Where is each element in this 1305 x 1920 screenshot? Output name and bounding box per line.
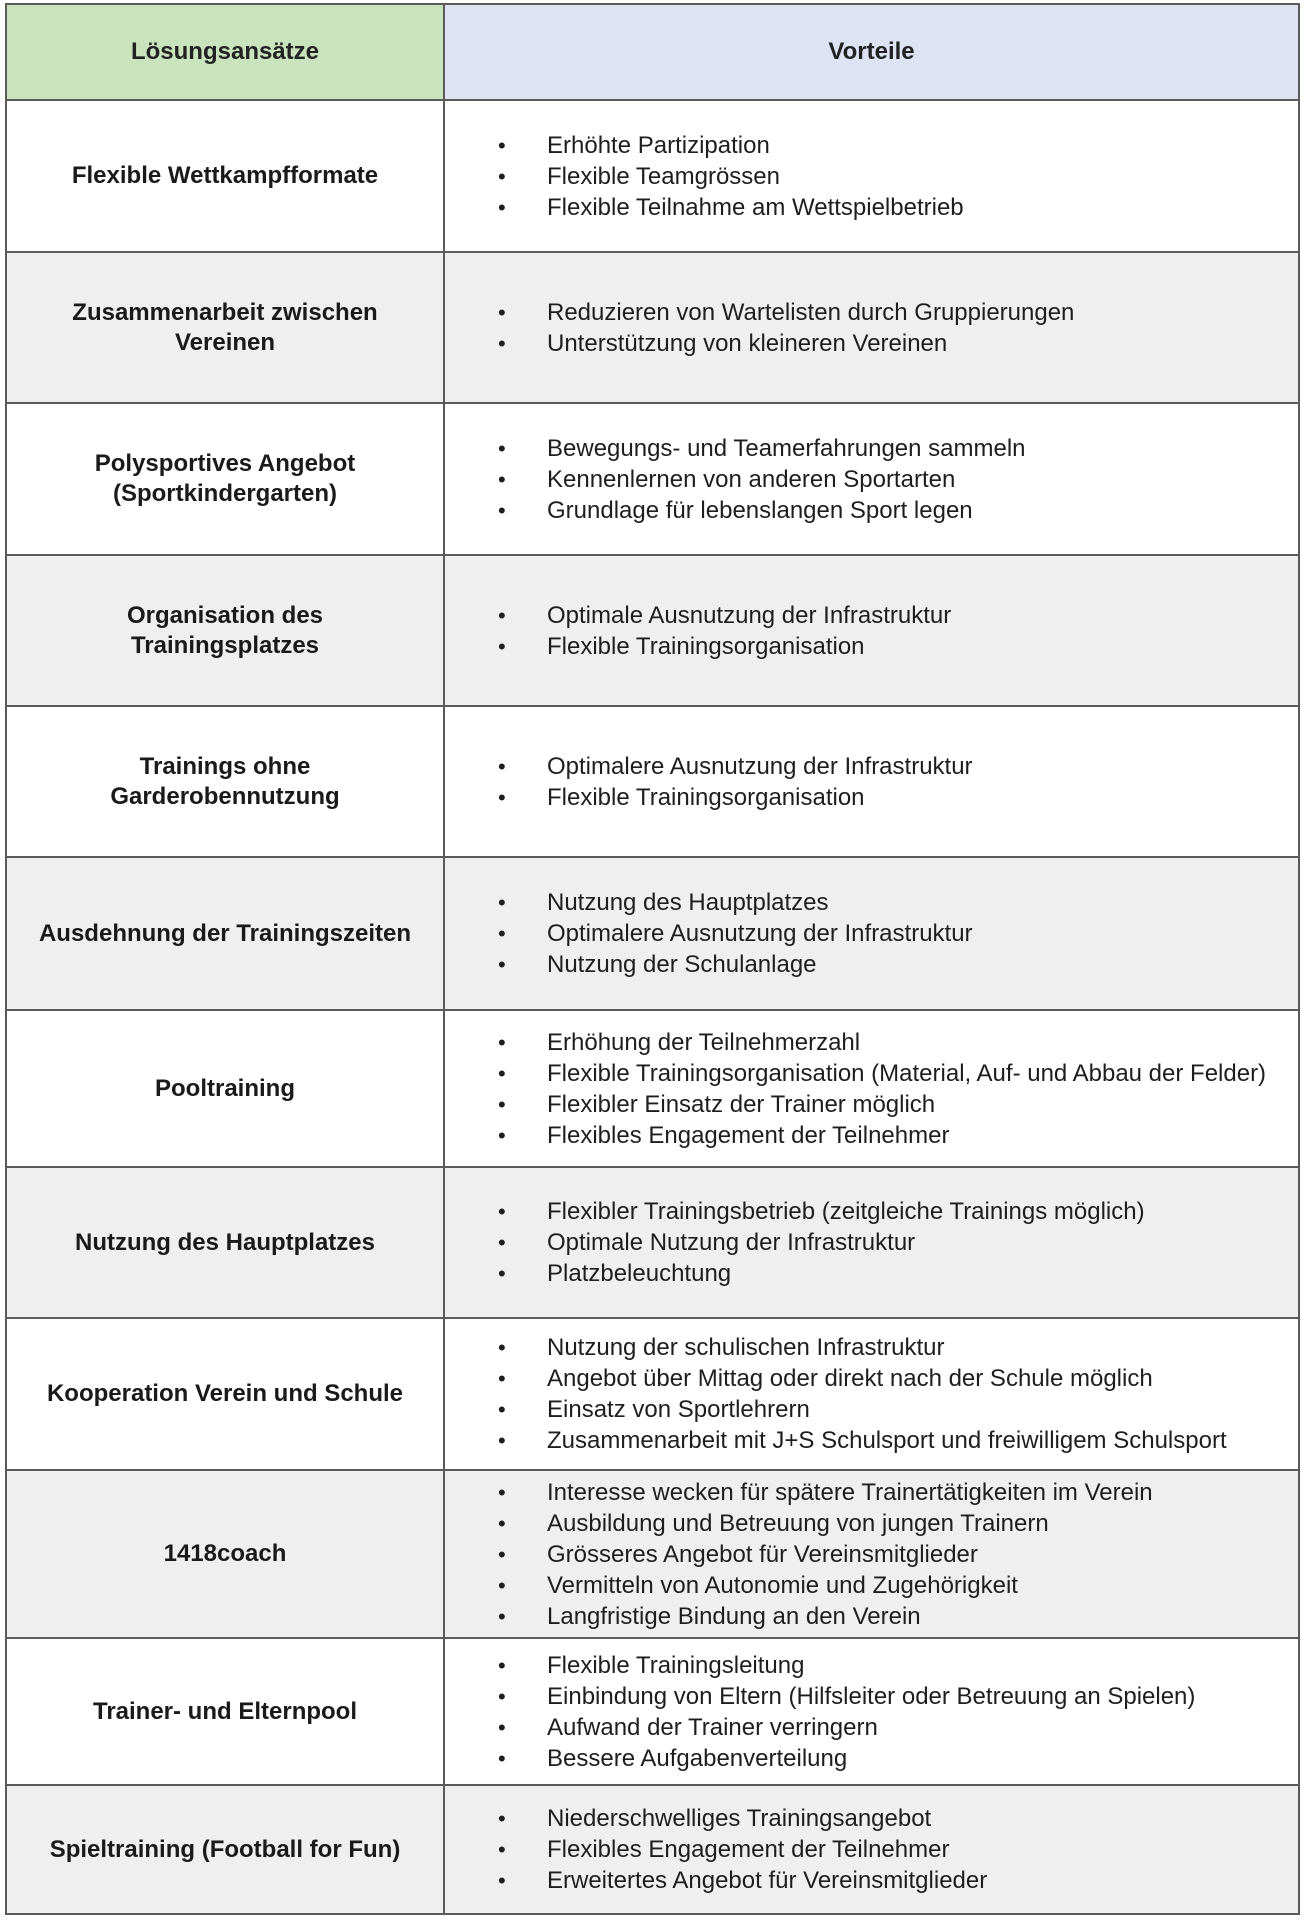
benefit-text: Kennenlernen von anderen Sportarten bbox=[547, 465, 956, 493]
header-solutions: Lösungsansätze bbox=[6, 4, 444, 100]
benefit-item bbox=[445, 1477, 1298, 1508]
bullet-icon: • bbox=[498, 1122, 506, 1148]
table-row bbox=[6, 706, 1299, 857]
benefit-item bbox=[445, 1027, 1298, 1058]
bullet-icon: • bbox=[498, 1335, 506, 1360]
benefit-item bbox=[445, 600, 1298, 631]
table-row bbox=[6, 1638, 1299, 1785]
benefit-text: Optimalere Ausnutzung der Infrastruktur bbox=[547, 752, 973, 780]
benefit-item bbox=[445, 1058, 1298, 1089]
bullet-icon: • bbox=[498, 1806, 506, 1831]
solution-cell: Flexible Wettkampfformate bbox=[6, 100, 444, 252]
benefit-text: Flexible Trainingsorganisation (Material, Auf- und Abbau der Felder) bbox=[547, 1059, 1267, 1087]
bullet-icon: • bbox=[498, 435, 506, 461]
benefits-list bbox=[445, 1027, 1298, 1151]
table-row bbox=[6, 100, 1299, 252]
benefit-item bbox=[445, 1834, 1298, 1865]
benefit-text: Nutzung der Schulanlage bbox=[547, 951, 817, 978]
benefit-text: Erweitertes Angebot für Vereinsmitglieder bbox=[547, 1867, 988, 1894]
bullet-icon: • bbox=[498, 1868, 506, 1893]
solution-cell: Polysportives Angebot (Sportkindergarten) bbox=[6, 403, 444, 555]
bullet-icon: • bbox=[498, 753, 506, 779]
solution-cell: Trainer- und Elternpool bbox=[6, 1638, 444, 1785]
benefit-text: Flexible Teamgrössen bbox=[547, 162, 781, 190]
table-row bbox=[6, 403, 1299, 555]
benefit-item bbox=[445, 161, 1298, 192]
bullet-icon: • bbox=[498, 1745, 506, 1771]
benefit-item bbox=[445, 1120, 1298, 1151]
benefit-text: Flexible Trainingsorganisation bbox=[547, 632, 865, 660]
benefit-item bbox=[445, 1865, 1298, 1896]
benefit-item bbox=[445, 433, 1298, 464]
solution-cell: Nutzung des Hauptplatzes bbox=[6, 1167, 444, 1318]
solution-cell: Zusammenarbeit zwischen Vereinen bbox=[6, 252, 444, 403]
benefits-list bbox=[445, 130, 1298, 223]
benefit-text: Flexible Teilnahme am Wettspielbetrieb bbox=[547, 193, 964, 221]
bullet-icon: • bbox=[498, 132, 506, 158]
bullet-icon: • bbox=[498, 921, 506, 946]
benefit-item bbox=[445, 1258, 1298, 1289]
benefit-item bbox=[445, 1681, 1298, 1712]
benefit-text: Flexibler Trainingsbetrieb (zeitgleiche Trainings möglich) bbox=[547, 1198, 1145, 1225]
benefit-text: Angebot über Mittag oder direkt nach der Schule möglich bbox=[547, 1365, 1153, 1392]
benefit-text: Vermitteln von Autonomie und Zugehörigkeit bbox=[547, 1571, 1018, 1599]
benefit-text: Grundlage für lebenslangen Sport legen bbox=[547, 496, 973, 524]
benefit-item bbox=[445, 751, 1298, 782]
benefit-text: Einsatz von Sportlehrern bbox=[547, 1396, 810, 1423]
benefit-item bbox=[445, 1803, 1298, 1834]
table-row bbox=[6, 555, 1299, 706]
bullet-icon: • bbox=[498, 466, 506, 492]
benefits-cell bbox=[444, 1470, 1299, 1638]
table-header-row bbox=[6, 4, 1299, 100]
benefit-text: Optimale Ausnutzung der Infrastruktur bbox=[547, 601, 952, 629]
header-benefits: Vorteile bbox=[444, 4, 1299, 100]
solution-cell: Pooltraining bbox=[6, 1010, 444, 1167]
benefits-cell bbox=[444, 100, 1299, 252]
benefit-item bbox=[445, 1425, 1298, 1456]
table-row bbox=[6, 1785, 1299, 1914]
bullet-icon: • bbox=[498, 1261, 506, 1286]
bullet-icon: • bbox=[498, 194, 506, 220]
bullet-icon: • bbox=[498, 299, 506, 325]
benefit-text: Bewegungs- und Teamerfahrungen sammeln bbox=[547, 434, 1026, 462]
benefits-list bbox=[445, 1803, 1298, 1896]
benefit-item bbox=[445, 1332, 1298, 1363]
benefit-text: Flexibles Engagement der Teilnehmer bbox=[547, 1836, 950, 1863]
bullet-icon: • bbox=[498, 1714, 506, 1740]
benefits-cell bbox=[444, 252, 1299, 403]
benefits-list bbox=[445, 433, 1298, 526]
benefit-item bbox=[445, 130, 1298, 161]
bullet-icon: • bbox=[498, 1091, 506, 1117]
benefit-text: Langfristige Bindung an den Verein bbox=[547, 1602, 921, 1630]
solution-cell: Trainings ohne Garderobennutzung bbox=[6, 706, 444, 857]
benefits-list bbox=[445, 1650, 1298, 1774]
bullet-icon: • bbox=[498, 1029, 506, 1055]
table-row bbox=[6, 857, 1299, 1010]
benefit-item bbox=[445, 464, 1298, 495]
bullet-icon: • bbox=[498, 1683, 506, 1709]
benefit-text: Aufwand der Trainer verringern bbox=[547, 1713, 878, 1741]
benefit-item bbox=[445, 1712, 1298, 1743]
bullet-icon: • bbox=[498, 602, 506, 628]
benefit-text: Optimale Nutzung der Infrastruktur bbox=[547, 1229, 916, 1256]
bullet-icon: • bbox=[498, 1366, 506, 1391]
benefit-text: Einbindung von Eltern (Hilfsleiter oder Betreuung an Spielen) bbox=[547, 1682, 1196, 1710]
benefit-text: Grösseres Angebot für Vereinsmitglieder bbox=[547, 1540, 978, 1568]
benefit-text: Ausbildung und Betreuung von jungen Trainern bbox=[547, 1509, 1049, 1537]
benefits-cell bbox=[444, 1167, 1299, 1318]
benefit-item bbox=[445, 1227, 1298, 1258]
benefit-text: Niederschwelliges Trainingsangebot bbox=[547, 1805, 932, 1832]
benefits-cell bbox=[444, 403, 1299, 555]
benefits-cell bbox=[444, 1638, 1299, 1785]
benefit-text: Flexible Trainingsorganisation bbox=[547, 783, 865, 811]
benefit-text: Erhöhung der Teilnehmerzahl bbox=[547, 1028, 861, 1056]
benefit-item bbox=[445, 1363, 1298, 1394]
benefit-text: Flexible Trainingsleitung bbox=[547, 1651, 805, 1679]
table-row bbox=[6, 1318, 1299, 1470]
bullet-icon: • bbox=[498, 163, 506, 189]
bullet-icon: • bbox=[498, 1510, 506, 1536]
bullet-icon: • bbox=[498, 784, 506, 810]
solutions-table bbox=[5, 3, 1300, 1915]
benefit-item bbox=[445, 328, 1298, 359]
benefit-text: Erhöhte Partizipation bbox=[547, 131, 770, 159]
benefit-item bbox=[445, 1508, 1298, 1539]
benefit-text: Bessere Aufgabenverteilung bbox=[547, 1744, 848, 1772]
benefits-list bbox=[445, 1196, 1298, 1289]
benefit-text: Interesse wecken für spätere Trainertätigkeiten im Verein bbox=[547, 1478, 1153, 1506]
bullet-icon: • bbox=[498, 890, 506, 915]
benefit-text: Nutzung des Hauptplatzes bbox=[547, 889, 829, 916]
benefit-text: Flexibler Einsatz der Trainer möglich bbox=[547, 1090, 936, 1118]
benefits-list bbox=[445, 1332, 1298, 1456]
benefit-item bbox=[445, 297, 1298, 328]
benefits-list bbox=[445, 297, 1298, 359]
benefits-cell bbox=[444, 1318, 1299, 1470]
benefit-text: Platzbeleuchtung bbox=[547, 1260, 732, 1287]
benefits-list bbox=[445, 887, 1298, 980]
benefit-text: Unterstützung von kleineren Vereinen bbox=[547, 329, 948, 357]
benefit-item bbox=[445, 192, 1298, 223]
benefits-cell bbox=[444, 1785, 1299, 1914]
benefit-item bbox=[445, 1196, 1298, 1227]
benefit-text: Nutzung der schulischen Infrastruktur bbox=[547, 1334, 945, 1361]
benefits-list bbox=[445, 600, 1298, 662]
bullet-icon: • bbox=[498, 1230, 506, 1255]
bullet-icon: • bbox=[498, 1837, 506, 1862]
bullet-icon: • bbox=[498, 1199, 506, 1224]
bullet-icon: • bbox=[498, 1603, 506, 1629]
solution-cell: Kooperation Verein und Schule bbox=[6, 1318, 444, 1470]
benefit-item bbox=[445, 495, 1298, 526]
benefits-list bbox=[445, 751, 1298, 813]
bullet-icon: • bbox=[498, 1541, 506, 1567]
benefit-item bbox=[445, 1570, 1298, 1601]
bullet-icon: • bbox=[498, 330, 506, 356]
solution-cell: Organisation des Trainingsplatzes bbox=[6, 555, 444, 706]
benefit-item bbox=[445, 887, 1298, 918]
table-row bbox=[6, 1010, 1299, 1167]
table-row bbox=[6, 1470, 1299, 1638]
benefit-text: Zusammenarbeit mit J+S Schulsport und freiwilligem Schulsport bbox=[547, 1427, 1227, 1454]
benefit-item bbox=[445, 918, 1298, 949]
benefit-text: Reduzieren von Wartelisten durch Gruppierungen bbox=[547, 298, 1075, 326]
benefit-item bbox=[445, 949, 1298, 980]
bullet-icon: • bbox=[498, 1060, 506, 1086]
table-row bbox=[6, 1167, 1299, 1318]
table-row bbox=[6, 252, 1299, 403]
benefits-cell bbox=[444, 1010, 1299, 1167]
benefit-item bbox=[445, 1394, 1298, 1425]
benefit-item bbox=[445, 631, 1298, 662]
bullet-icon: • bbox=[498, 1428, 506, 1453]
table-body bbox=[6, 100, 1299, 1914]
benefits-list bbox=[445, 1477, 1298, 1632]
benefit-item bbox=[445, 1743, 1298, 1774]
benefits-cell bbox=[444, 706, 1299, 857]
benefit-item bbox=[445, 1601, 1298, 1632]
bullet-icon: • bbox=[498, 1652, 506, 1678]
bullet-icon: • bbox=[498, 1397, 506, 1422]
bullet-icon: • bbox=[498, 1479, 506, 1505]
bullet-icon: • bbox=[498, 633, 506, 659]
benefit-item bbox=[445, 1539, 1298, 1570]
bullet-icon: • bbox=[498, 952, 506, 977]
benefit-text: Optimalere Ausnutzung der Infrastruktur bbox=[547, 920, 973, 947]
benefit-item bbox=[445, 1089, 1298, 1120]
solution-cell: Ausdehnung der Trainingszeiten bbox=[6, 857, 444, 1010]
solution-cell: Spieltraining (Football for Fun) bbox=[6, 1785, 444, 1914]
bullet-icon: • bbox=[498, 1572, 506, 1598]
benefits-cell bbox=[444, 555, 1299, 706]
benefits-cell bbox=[444, 857, 1299, 1010]
benefit-text: Flexibles Engagement der Teilnehmer bbox=[547, 1121, 950, 1149]
benefit-item bbox=[445, 1650, 1298, 1681]
solution-cell: 1418coach bbox=[6, 1470, 444, 1638]
bullet-icon: • bbox=[498, 497, 506, 523]
benefit-item bbox=[445, 782, 1298, 813]
